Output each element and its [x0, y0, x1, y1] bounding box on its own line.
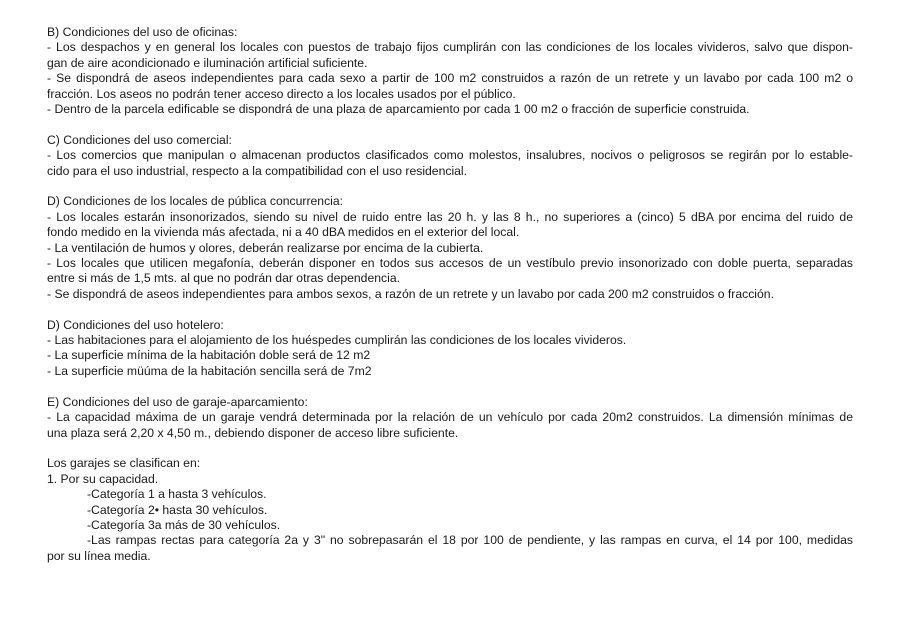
paragraph-line: - Los locales estarán insonorizados, siendo su nivel de ruido entre las 20 h. y las 8 h., no superiores a (cinco) 5 dBA por encima del ruido de: [47, 209, 853, 224]
paragraph-line: - La capacidad máxima de un garaje vendrá determinada por la relación de un vehículo por cada 20m2 construidos. La dimensión mínimas de: [47, 410, 853, 425]
section-garaje: [47, 395, 853, 441]
paragraph-line: fondo medido en la vivienda más afectada, ni a 40 dBA medidos en el exterior del local.: [47, 225, 520, 240]
list-subitem: -Las rampas rectas para categoría 2a y 3" no sobrepasarán el 18 por 100 de pendiente, y las rampas en curva, el 14 por 100, medidas: [87, 533, 853, 548]
paragraph-line: - Se dispondrá de aseos independientes para ambos sexos, a razón de un retrete y un lavabo por cada 200 m2 construidos o fracción.: [47, 286, 774, 301]
paragraph-line: - Dentro de la parcela edificable se dispondrá de una plaza de aparcamiento por cada 1 00 m2 o fracción de superficie construida.: [47, 102, 750, 117]
section-heading: D) Condiciones de los locales de pública concurrencia:: [47, 194, 344, 209]
paragraph-line: - La superficie mínima de la habitación doble será de 12 m2: [47, 348, 371, 363]
document-page: [47, 25, 853, 580]
paragraph-line: - Se dispondrá de aseos independientes para cada sexo a partir de 100 m2 construidos a razón de un retrete y un lavabo por cada 100 m2 o: [47, 71, 853, 86]
paragraph-line: Los garajes se clasifican en:: [47, 456, 201, 471]
paragraph-line: por su línea media.: [47, 548, 151, 563]
paragraph-line: - La ventilación de humos y olores, deberán realizarse por encima de la cubierta.: [47, 240, 484, 255]
list-subitem: -Categoría 1 a hasta 3 vehículos.: [87, 487, 267, 502]
section-publica-concurrencia: [47, 194, 853, 302]
section-heading: E) Condiciones del uso de garaje-aparcamiento:: [47, 394, 308, 409]
paragraph-line: - Las habitaciones para el alojamiento de los huéspedes cumplirán las condiciones de los locales vivideros.: [47, 333, 627, 348]
paragraph-line: gan de aire acondicionado e iluminación artificial suficiente.: [47, 55, 368, 70]
paragraph-line: fracción. Los aseos no podrán tener acceso directo a los locales usados por el público.: [47, 86, 516, 101]
paragraph-line: cido para el uso industrial, respecto a la compatibilidad con el uso residencial.: [47, 163, 468, 178]
paragraph-line: - Los comercios que manipulan o almacenan productos clasificados como molestos, insalubres, nocivos o peligrosos se regirán por lo estable-: [47, 148, 853, 163]
list-item: 1. Por su capacidad.: [47, 471, 159, 486]
section-comercial: [47, 133, 853, 179]
section-garajes-clasificacion: [47, 456, 853, 564]
section-heading: D) Condiciones del uso hotelero:: [47, 317, 224, 332]
paragraph-line: - La superficie müúma de la habitación sencilla será de 7m2: [47, 363, 372, 378]
paragraph-line: una plaza será 2,20 x 4,50 m., debiendo disponer de acceso libre suficiente.: [47, 425, 459, 440]
paragraph-line: entre si más de 1,5 mts. al que no podrán dar otras dependencia.: [47, 271, 400, 286]
paragraph-line: - Los locales que utilicen megafonía, deberán disponer en todos sus accesos de un vestíbulo previo insonorizado con doble puerta, separadas: [47, 256, 853, 271]
section-heading: C) Condiciones del uso comercial:: [47, 132, 232, 147]
section-oficinas: [47, 25, 853, 117]
list-subitem: -Categoría 2• hasta 30 vehículos.: [87, 502, 268, 517]
paragraph-line: - Los despachos y en general los locales con puestos de trabajo fijos cumplirán con las condiciones de los locales vivideros, salvo que dispon-: [47, 40, 853, 55]
list-subitem: -Categoría 3a más de 30 vehículos.: [87, 517, 281, 532]
section-heading: B) Condiciones del uso de oficinas:: [47, 25, 238, 39]
section-hotelero: [47, 318, 853, 380]
